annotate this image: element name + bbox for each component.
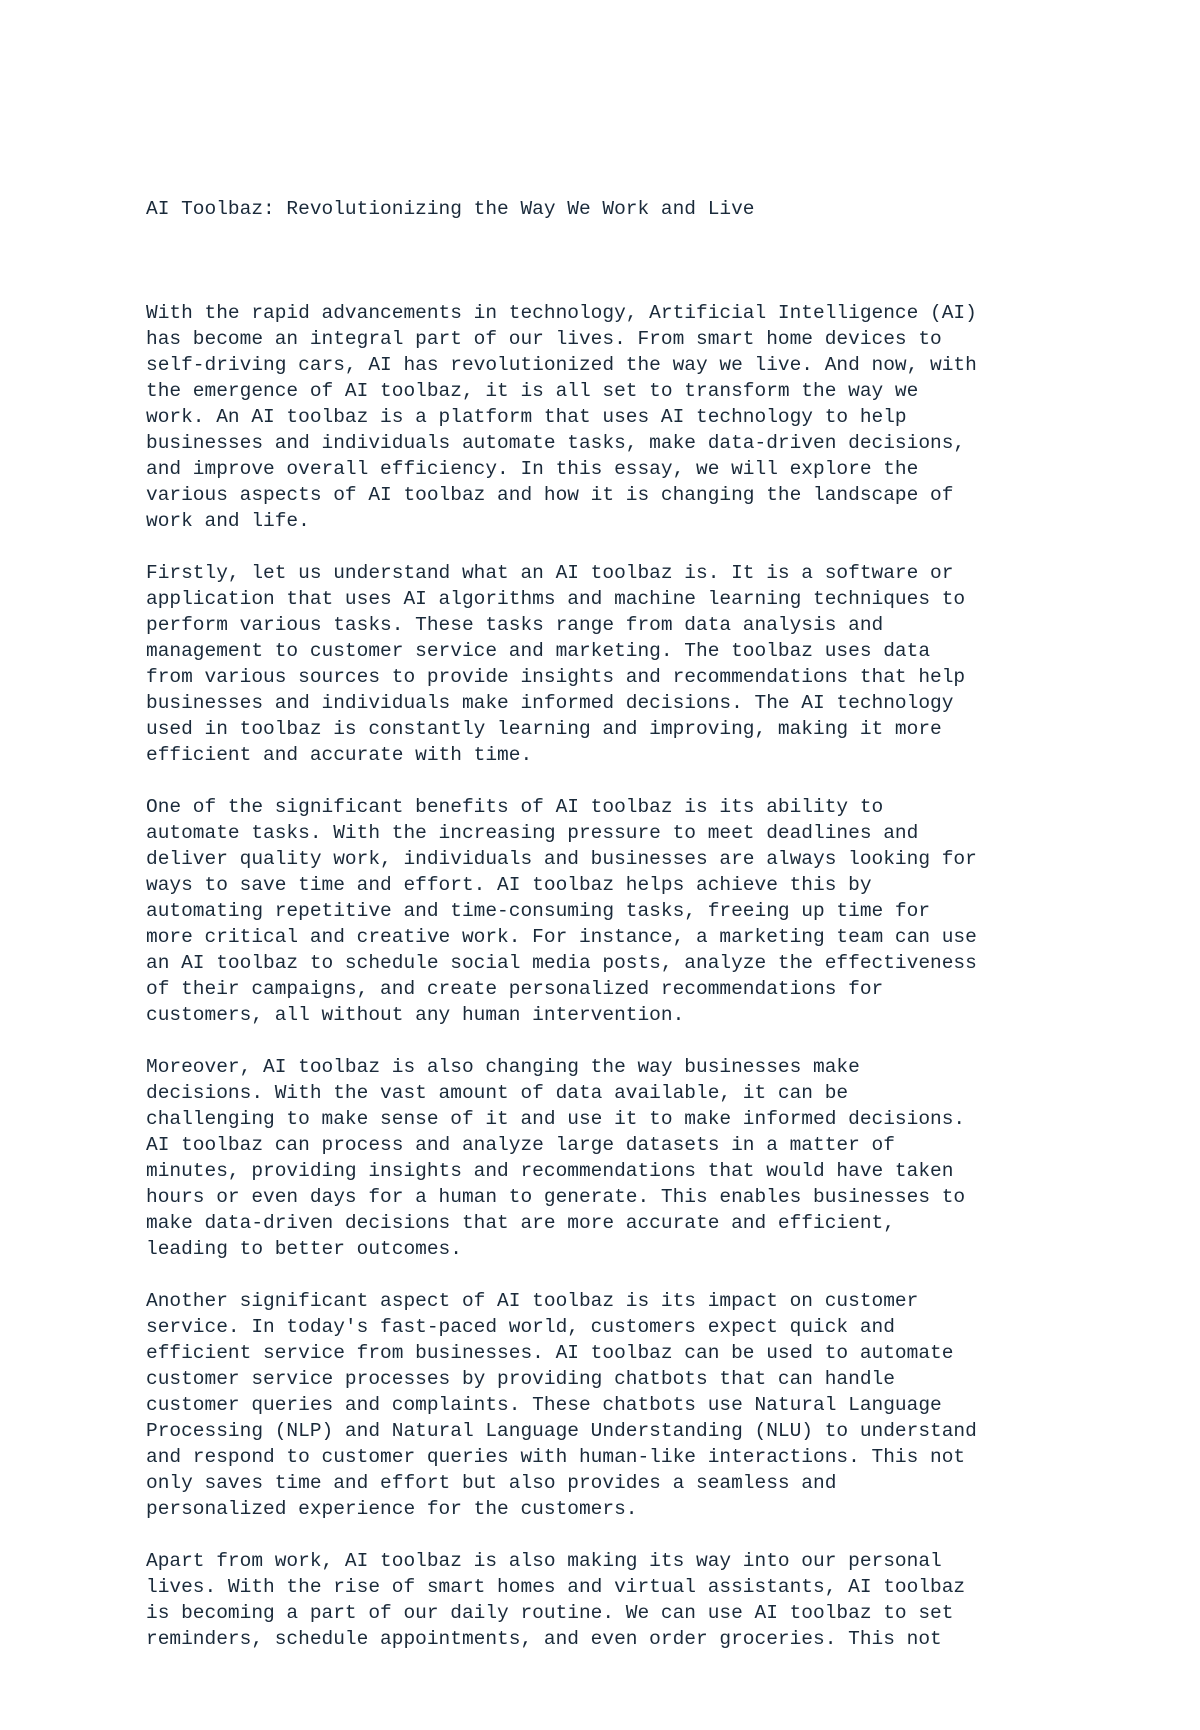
text-line: Apart from work, AI toolbaz is also making its way into our personal [146,1550,942,1572]
text-line: businesses and individuals automate tasks, make data-driven decisions, [146,432,966,454]
text-line: reminders, schedule appointments, and even order groceries. This not [146,1628,942,1650]
text-line: With the rapid advancements in technology, Artificial Intelligence (AI) [146,302,977,324]
text-line: self-driving cars, AI has revolutionized the way we live. And now, with [146,354,977,376]
text-line: automate tasks. With the increasing pressure to meet deadlines and [146,822,919,844]
text-line: ways to save time and effort. AI toolbaz helps achieve this by [146,874,872,896]
text-line: service. In today's fast-paced world, customers expect quick and [146,1316,895,1338]
text-line: customer queries and complaints. These chatbots use Natural Language [146,1394,942,1416]
text-line: the emergence of AI toolbaz, it is all set to transform the way we [146,380,919,402]
text-line: minutes, providing insights and recommendations that would have taken [146,1160,954,1182]
text-line: used in toolbaz is constantly learning and improving, making it more [146,718,942,740]
paragraph [146,300,1076,534]
text-line: personalized experience for the customers. [146,1498,638,1520]
text-line: work. An AI toolbaz is a platform that uses AI technology to help [146,406,907,428]
text-line: businesses and individuals make informed decisions. The AI technology [146,692,954,714]
text-line: leading to better outcomes. [146,1238,462,1260]
text-line: various aspects of AI toolbaz and how it is changing the landscape of [146,484,954,506]
text-line: work and life. [146,510,310,532]
text-line: is becoming a part of our daily routine. We can use AI toolbaz to set [146,1602,954,1624]
text-line: more critical and creative work. For instance, a marketing team can use [146,926,977,948]
text-line: Firstly, let us understand what an AI toolbaz is. It is a software or [146,562,954,584]
paragraph-container [146,300,1076,1652]
document-body [146,144,1076,1730]
text-line: AI toolbaz can process and analyze large datasets in a matter of [146,1134,895,1156]
text-line: of their campaigns, and create personalized recommendations for [146,978,884,1000]
text-line: challenging to make sense of it and use it to make informed decisions. [146,1108,966,1130]
paragraph [146,1054,1076,1262]
text-line: decisions. With the vast amount of data available, it can be [146,1082,849,1104]
text-line: application that uses AI algorithms and machine learning techniques to [146,588,966,610]
text-line: lives. With the rise of smart homes and virtual assistants, AI toolbaz [146,1576,966,1598]
text-line: perform various tasks. These tasks range from data analysis and [146,614,884,636]
text-line: customer service processes by providing chatbots that can handle [146,1368,895,1390]
text-line: has become an integral part of our lives. From smart home devices to [146,328,942,350]
paragraph [146,1288,1076,1522]
paragraph [146,1548,1076,1652]
text-line: efficient service from businesses. AI toolbaz can be used to automate [146,1342,954,1364]
text-line: an AI toolbaz to schedule social media posts, analyze the effectiveness [146,952,977,974]
text-line: from various sources to provide insights and recommendations that help [146,666,966,688]
text-line: Another significant aspect of AI toolbaz is its impact on customer [146,1290,919,1312]
paragraph [146,794,1076,1028]
text-line: Moreover, AI toolbaz is also changing the way businesses make [146,1056,860,1078]
text-line: hours or even days for a human to generate. This enables businesses to [146,1186,966,1208]
text-line: make data-driven decisions that are more accurate and efficient, [146,1212,895,1234]
text-line: management to customer service and marketing. The toolbaz uses data [146,640,931,662]
text-line: and respond to customer queries with human-like interactions. This not [146,1446,966,1468]
text-line: deliver quality work, individuals and businesses are always looking for [146,848,977,870]
text-line: efficient and accurate with time. [146,744,533,766]
text-line: One of the significant benefits of AI toolbaz is its ability to [146,796,884,818]
text-line: only saves time and effort but also provides a seamless and [146,1472,837,1494]
text-line: customers, all without any human intervention. [146,1004,685,1026]
document-title: AI Toolbaz: Revolutionizing the Way We Work and Live [146,198,755,220]
text-line: automating repetitive and time-consuming tasks, freeing up time for [146,900,931,922]
text-line: and improve overall efficiency. In this essay, we will explore the [146,458,919,480]
text-line: Processing (NLP) and Natural Language Understanding (NLU) to understand [146,1420,977,1442]
paragraph [146,560,1076,768]
